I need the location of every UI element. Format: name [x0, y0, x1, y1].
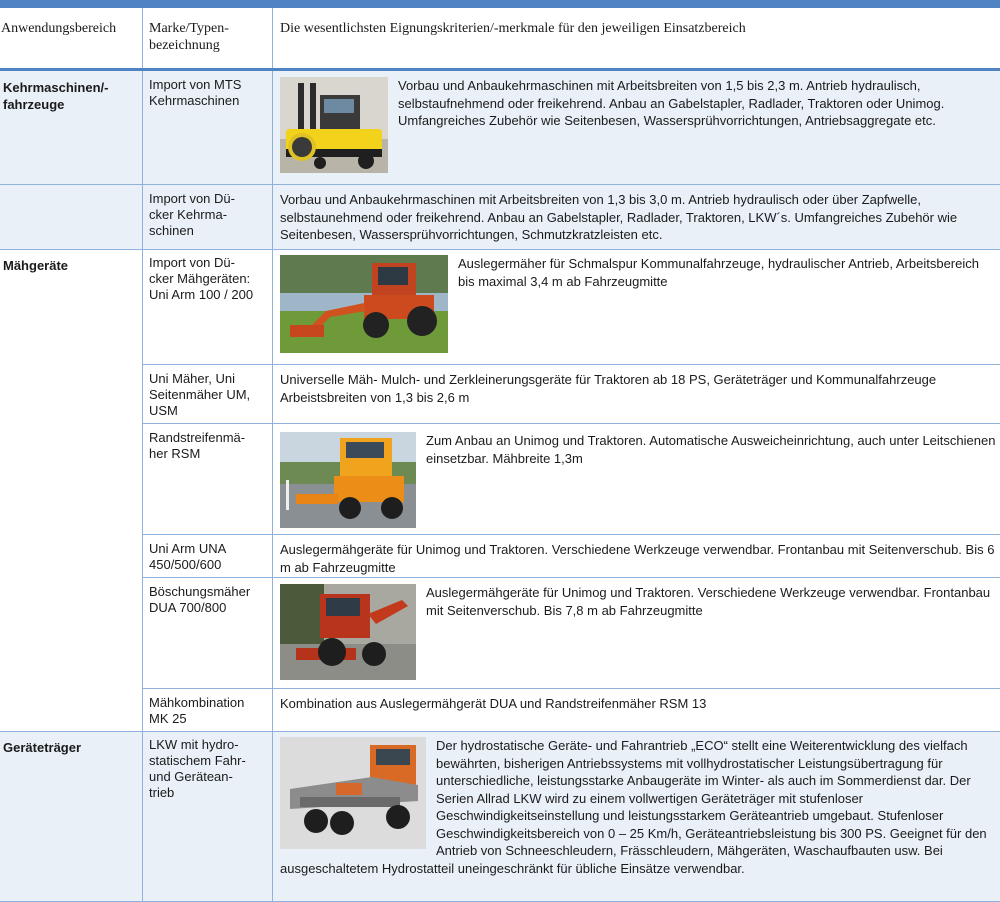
table-row	[0, 535, 1000, 577]
description-cell	[272, 365, 1000, 423]
description-cell	[272, 535, 1000, 577]
auslegermaeher-photo	[280, 255, 448, 353]
boeschungsmaeher-photo	[280, 584, 416, 680]
header-model: Marke/Typen- bezeichnung	[142, 8, 272, 68]
description-cell	[272, 71, 1000, 184]
table-row	[0, 424, 1000, 534]
description-cell	[272, 185, 1000, 249]
table-header	[0, 8, 1000, 71]
table-row	[0, 689, 1000, 731]
randstreifenmaeher-photo	[280, 432, 416, 528]
description-text: Vorbau und Anbaukehrmaschinen mit Arbeitsbreiten von 1,3 bis 3,0 m. Antrieb hydraulisch oder über Zapfwelle, selbstaunehmend oder freikehrend. Anbau an Gabelstapler, Radlader, Traktoren, LKW´s. Umfangreiches Zubehör wie Seitenbesen, Wassersprühvorrichtungen, Schmutzkratzleisten etc.	[280, 192, 958, 242]
area-label	[0, 689, 142, 731]
area-label	[0, 185, 142, 249]
description-text: Universelle Mäh- Mulch- und Zerkleinerungsgeräte für Traktoren ab 18 PS, Geräteträger und Kommunalfahrzeuge Arbeistsbreiten von 1,3 bis 2,6 m	[280, 372, 937, 405]
model-label: Uni Arm UNA 450/500/600	[142, 535, 272, 577]
table-row	[0, 578, 1000, 688]
model-label: Import von Dü- cker Kehrma- schinen	[142, 185, 272, 249]
kehrmaschine-photo	[280, 77, 388, 173]
header-area: Anwendungsbereich	[1, 21, 117, 36]
model-label: Mähkombination MK 25	[142, 689, 272, 731]
model-label: LKW mit hydro- statischem Fahr- und Gerätean- trieb	[142, 731, 272, 901]
area-label	[0, 424, 142, 534]
description-text: Kombination aus Auslegermähgerät DUA und Randstreifenmäher RSM 13	[280, 696, 707, 711]
model-label: Import von Dü- cker Mähgeräten: Uni Arm 100 / 200	[142, 249, 272, 364]
description-text: Vorbau und Anbaukehrmaschinen mit Arbeitsbreiten von 1,5 bis 2,3 m. Antrieb hydraulisch, selbstaufnehmend oder freikehrend. Anbau an Gabelstapler, Radlader, Traktoren oder Unimog. Umfangreiches Zubehör wie Seitenbesen, Wassersprühvorrichtungen, Antriebsaggregate etc.	[398, 78, 945, 128]
area-label: Kehrmaschinen/- fahrzeuge	[3, 80, 109, 112]
model-label: Import von MTS Kehrmaschinen	[142, 71, 272, 184]
description-cell	[272, 578, 1000, 688]
table-row	[0, 249, 1000, 364]
area-label: Mähgeräte	[3, 258, 69, 273]
area-label	[0, 578, 142, 688]
area-label	[0, 365, 142, 423]
description-text: Auslegermähgeräte für Unimog und Traktoren. Verschiedene Werkzeuge verwendbar. Frontanbau mit Seitenverschub. Bis 7,8 m ab Fahrzeugmitte	[426, 585, 991, 618]
group-divider	[0, 731, 1000, 732]
table-row	[0, 185, 1000, 249]
description-text: Zum Anbau an Unimog und Traktoren. Automatische Ausweicheinrichtung, auch unter Leitschienen einsetzbar. Mähbreite 1,3m	[426, 433, 996, 466]
description-text: Auslegermäher für Schmalspur Kommunalfahrzeuge, hydraulischer Antrieb, Arbeitsbereich bis maximal 3,4 m ab Fahrzeugmitte	[458, 256, 979, 289]
model-label: Randstreifenmä- her RSM	[142, 424, 272, 534]
header-criteria: Die wesentlichsten Eignungskriterien/-merkmale für den jeweiligen Einsatzbereich	[272, 8, 1000, 68]
area-label: Geräteträger	[3, 740, 82, 755]
lkw-geraetetraeger-photo	[280, 737, 426, 849]
description-cell	[272, 424, 1000, 534]
table-row	[0, 731, 1000, 901]
description-cell	[272, 689, 1000, 731]
top-accent-bar	[0, 0, 1000, 8]
description-text: Der hydrostatische Geräte- und Fahrantrieb „ECO“ stellt eine Weiterentwicklung des vielfach bewährten, bisherigen Antriebssystems mit vollhydrostatischer Leistungsübertragung für unterschiedliche, leistungsstarke Anbaugeräte im Winter- als auch im Sommerdienst dar. Der Serien Allrad LKW wird zu einem vollwertigen Geräteträger mit stufenloser Geschwindigkeitseinstellung und leistungsstarkem Geräteantrieb umgebaut. Stufenloser Geschwindigkeitsbereich von 0 – 25 Km/h, Geräteantriebsleistung bis 300 PS. Geeignet für den Antrieb von Schneeschleudern, Frässchleudern, Mähgeräten, Waschaufbauten usw. Bei ausgeschaltetem Hydrostatteil uneingeschränkt für übliche Einsätze verwendbar.	[280, 738, 987, 876]
model-label: Uni Mäher, Uni Seitenmäher UM, USM	[142, 365, 272, 423]
description-cell	[272, 731, 1000, 901]
description-text: Auslegermähgeräte für Unimog und Traktoren. Verschiedene Werkzeuge verwendbar. Frontanbau mit Seitenverschub. Bis 6 m ab Fahrzeugmitte	[280, 542, 995, 575]
model-label: Böschungsmäher DUA 700/800	[142, 578, 272, 688]
table-row	[0, 365, 1000, 423]
group-divider	[0, 249, 1000, 250]
table-row	[0, 71, 1000, 184]
area-label	[0, 535, 142, 577]
description-cell	[272, 249, 1000, 364]
